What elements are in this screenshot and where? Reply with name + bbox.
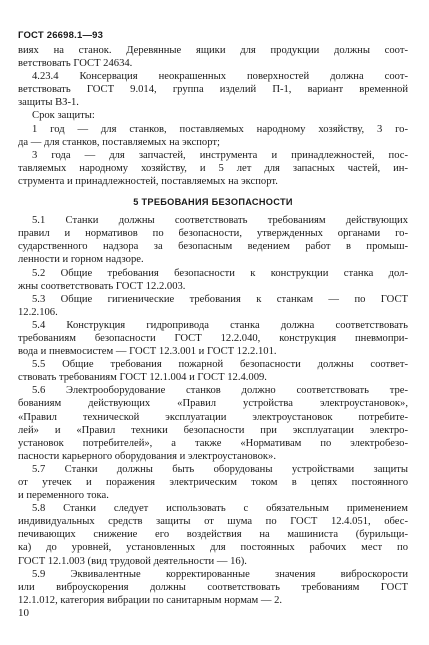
text-line: жны соответствовать ГОСТ 12.2.003. (18, 280, 186, 292)
text-block-safety (18, 214, 408, 607)
section-title: 5 ТРЕБОВАНИЯ БЕЗОПАСНОСТИ (133, 197, 293, 208)
text-line: правил и нормативов по безопасности, утвержденных органами го- (18, 228, 408, 240)
text-line: 5.1 Станки должны соответствовать требованиям действующих (32, 215, 408, 227)
text-line: 5.2 Общие требования безопасности к конструкции станка дол- (32, 267, 408, 279)
text-line: ветствовать ГОСТ 9.014, группа изделий П-1, вариант временной (18, 84, 408, 96)
page-number: 10 (18, 607, 29, 619)
text-line: требованиям безопасности ГОСТ 12.2.040, конструкция пневмопри- (18, 332, 408, 344)
text-line: ка) до уровней, установленных для постоянных рабочих мест по (18, 542, 408, 554)
text-line: вода и пневмосистем — ГОСТ 12.3.001 и ГОСТ 12.2.101. (18, 346, 277, 358)
text-line: 4.23.4 Консервация неокрашенных поверхностей должна соот- (32, 71, 408, 83)
text-line: ленности и горном надзоре. (18, 254, 144, 266)
text-line: 5.6 Электрооборудование станков должно соответствовать тре- (32, 385, 408, 397)
text-line: Срок защиты: (32, 110, 95, 122)
text-line: виях на станок. Деревянные ящики для продукции должны соот- (18, 45, 408, 56)
text-line: тавляемых народному хозяйству, и 5 лет для запасных частей, ин- (18, 162, 408, 174)
text-line: 5.9 Эквивалентные корректированные значения виброскорости (32, 568, 408, 580)
text-line: пасности карьерного оборудования и электроустановок». (18, 450, 277, 462)
text-line: ветствовать ГОСТ 24634. (18, 58, 133, 70)
document-body (18, 44, 408, 607)
text-line: установок потребителей», а также «Нормативам по электробезо- (18, 437, 408, 449)
page-header: ГОСТ 26698.1—93 (18, 30, 104, 41)
text-line: 5.4 Конструкция гидропривода станка должна соответствовать (32, 319, 408, 331)
text-line: 12.2.106. (18, 306, 58, 318)
text-line: ствовать требованиям ГОСТ 12.1.004 и ГОСТ 12.4.009. (18, 372, 267, 384)
text-line: «Правил технической эксплуатации электроустановок потребите- (18, 411, 408, 423)
text-block-packaging (18, 44, 408, 188)
text-line: бованиям действующих «Правил устройства электроустановок», (18, 398, 408, 410)
text-line: 5.7 Станки должны быть оборудованы устройствами защиты (32, 463, 408, 475)
text-line: или виброускорения должны соответствовать требованиям ГОСТ (18, 581, 408, 593)
text-line: да — для станков, поставляемых на экспорт; (18, 136, 220, 148)
text-line: от утечек и поражения электрическим током в цепях постоянного (18, 477, 408, 488)
text-line: лей» и «Правил техники безопасности при эксплуатации электро- (18, 424, 408, 436)
text-line: индивидуальных средств защиты от шума по ГОСТ 12.4.051, обес- (18, 516, 408, 528)
text-line: ГОСТ 12.1.003 (вид трудовой деятельности — 16). (18, 555, 247, 567)
text-line: сударственного надзора за безопасным ведением работ в промыш- (18, 241, 408, 253)
text-line: 3 года — для запчастей, инструмента и принадлежностей, пос- (32, 149, 408, 161)
text-line: 5.8 Станки следует использовать с обязательным применением (32, 503, 408, 515)
text-line: 12.1.012, категория вибрации по санитарным нормам — 2. (18, 594, 283, 606)
text-line: печивающих снижение его воздействия на машиниста (бурильщи- (18, 529, 408, 541)
text-line: защиты ВЗ-1. (18, 97, 79, 109)
text-line: 1 год — для станков, поставляемых народному хозяйству, 3 го- (32, 123, 408, 135)
text-line: и переменного тока. (18, 490, 109, 502)
text-line: 5.3 Общие гигиенические требования к станкам — по ГОСТ (32, 293, 408, 305)
text-line: 5.5 Общие требования пожарной безопасности должны соответ- (32, 359, 408, 371)
text-line: струмента и принадлежностей, поставляемых на экспорт. (18, 175, 278, 187)
